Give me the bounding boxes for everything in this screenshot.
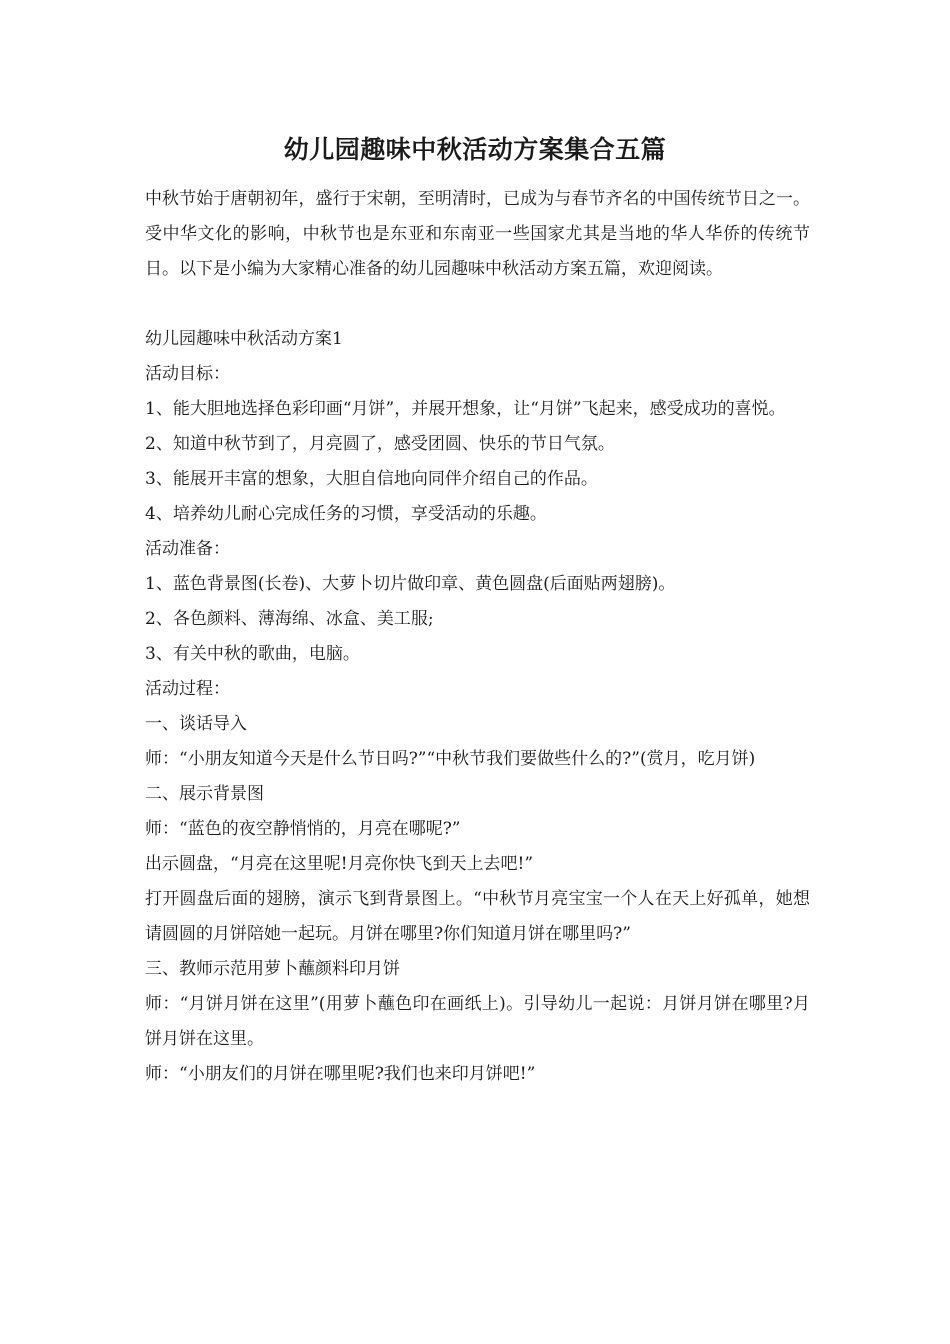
process-label: 活动过程： bbox=[145, 679, 230, 699]
goal-item: 4、培养幼儿耐心完成任务的习惯，享受活动的乐趣。 bbox=[145, 504, 547, 524]
goal-item: 2、知道中秋节到了，月亮圆了，感受团圆、快乐的节日气氛。 bbox=[145, 434, 615, 454]
prep-item: 2、各色颜料、薄海绵、冰盒、美工服; bbox=[145, 609, 434, 629]
process-item: 师：“月饼月饼在这里”(用萝卜蘸色印在画纸上)。引导幼儿一起说：月饼月饼在哪里?月饼月饼在这里。 bbox=[145, 994, 810, 1049]
prep-item: 3、有关中秋的歌曲，电脑。 bbox=[145, 644, 360, 664]
prep-item: 1、蓝色背景图(长卷)、大萝卜切片做印章、黄色圆盘(后面贴两翅膀)。 bbox=[145, 574, 676, 594]
process-item: 三、教师示范用萝卜蘸颜料印月饼 bbox=[145, 959, 400, 979]
process-item: 一、谈话导入 bbox=[145, 714, 247, 734]
section-heading: 幼儿园趣味中秋活动方案1 bbox=[145, 329, 343, 349]
process-item: 二、展示背景图 bbox=[145, 784, 264, 804]
process-item: 师：“小朋友知道今天是什么节日吗?”“中秋节我们要做些什么的?”(赏月，吃月饼) bbox=[145, 749, 756, 769]
goal-item: 1、能大胆地选择色彩印画“月饼”，并展开想象，让“月饼”飞起来，感受成功的喜悦。 bbox=[145, 399, 786, 419]
intro-paragraph: 中秋节始于唐朝初年，盛行于宋朝，至明清时，已成为与春节齐名的中国传统节日之一。受中华文化的影响，中秋节也是东亚和东南亚一些国家尤其是当地的华人华侨的传统节日。以下是小编为大家精心准备的幼儿园趣味中秋活动方案五篇，欢迎阅读。 bbox=[145, 189, 810, 279]
process-item: 师：“蓝色的夜空静悄悄的，月亮在哪呢?” bbox=[145, 819, 461, 839]
process-item: 打开圆盘后面的翅膀，演示飞到背景图上。“中秋节月亮宝宝一个人在天上好孤单，她想请圆圆的月饼陪她一起玩。月饼在哪里?你们知道月饼在哪里吗?” bbox=[145, 889, 810, 944]
process-item: 出示圆盘，“月亮在这里呢!月亮你快飞到天上去吧!” bbox=[145, 854, 534, 874]
document-title: 幼儿园趣味中秋活动方案集合五篇 bbox=[283, 135, 667, 164]
goal-item: 3、能展开丰富的想象，大胆自信地向同伴介绍自己的作品。 bbox=[145, 469, 598, 489]
prep-label: 活动准备： bbox=[145, 539, 230, 559]
paragraph-gap bbox=[145, 287, 810, 322]
process-item: 师：“小朋友们的月饼在哪里呢?我们也来印月饼吧!” bbox=[145, 1064, 536, 1084]
goals-label: 活动目标： bbox=[145, 364, 230, 384]
document-body bbox=[145, 182, 810, 1092]
